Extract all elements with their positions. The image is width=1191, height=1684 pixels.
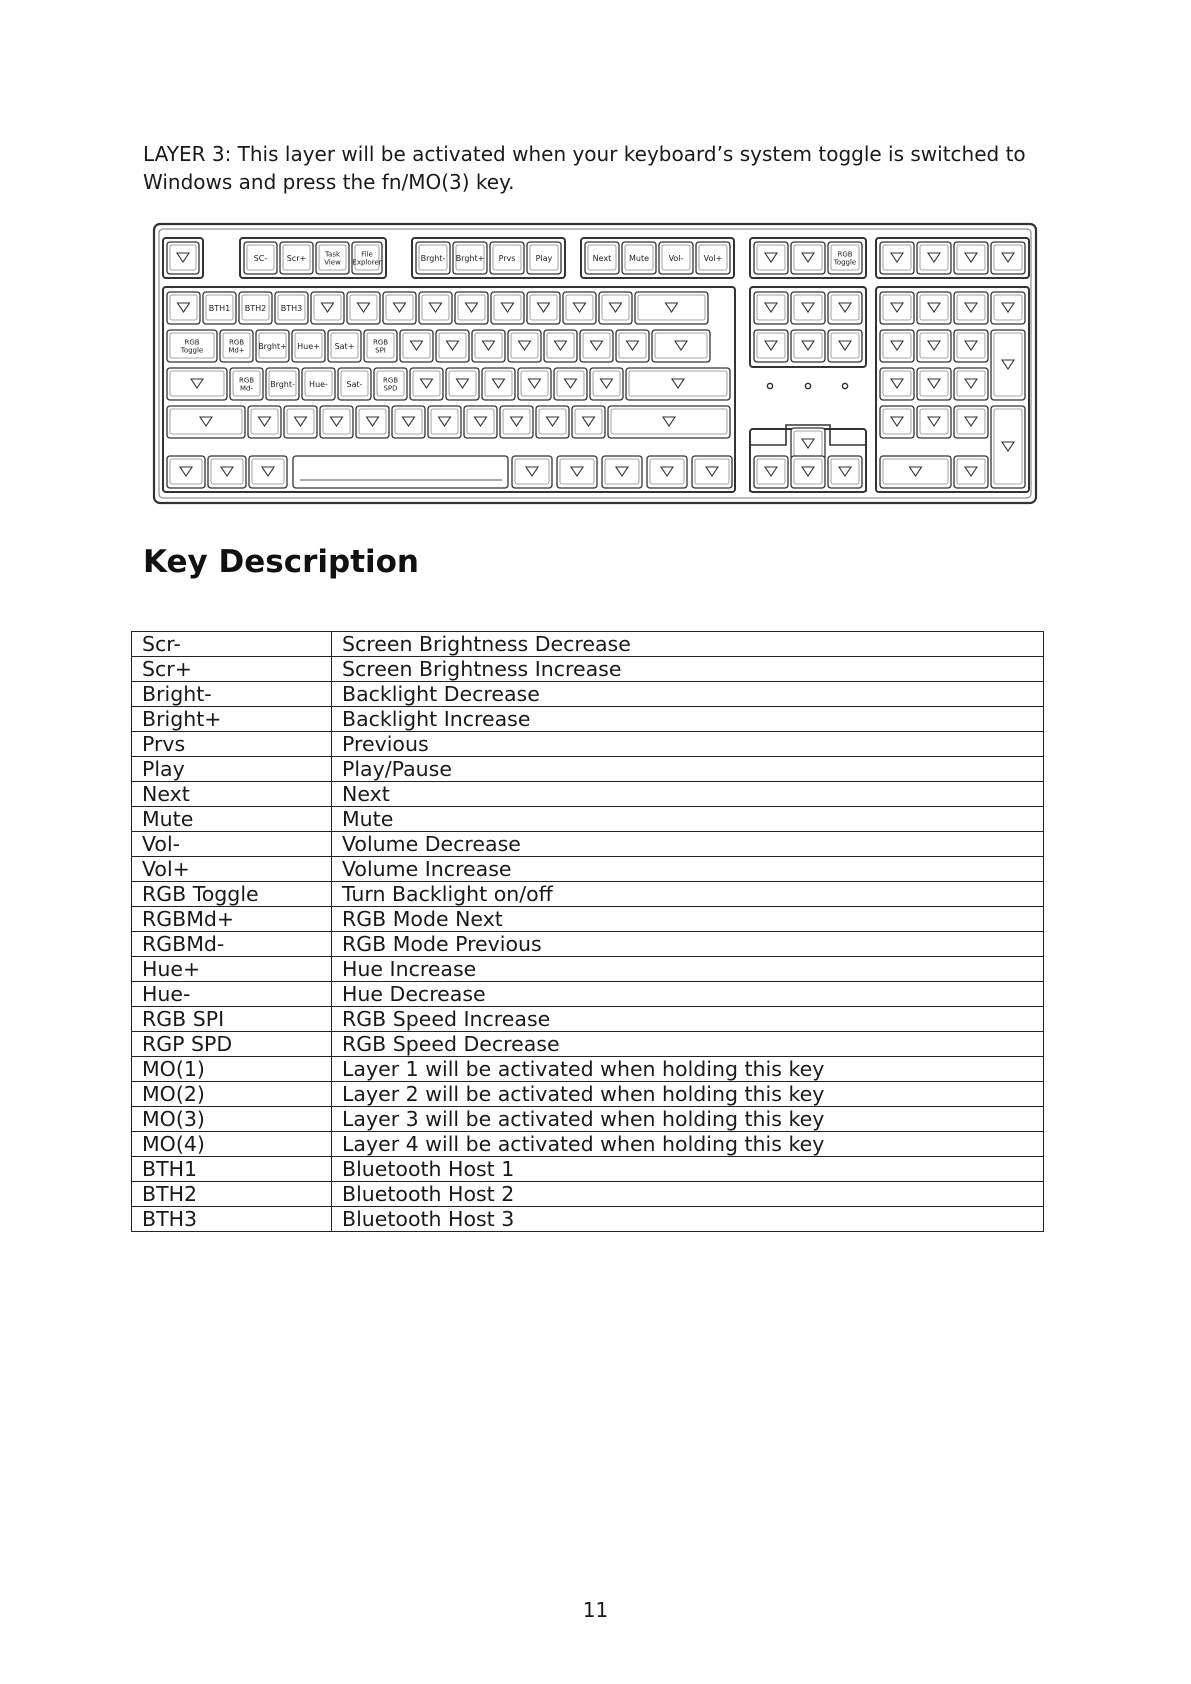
key-description-table [131,631,1044,1232]
keycap [536,406,569,438]
keycap-label: Toggle [180,346,204,355]
keycap [991,330,1025,400]
keycap [512,456,552,488]
keycap [954,330,988,362]
keycap [880,456,951,488]
keycap-label: Task [324,250,341,259]
keycap [167,292,200,324]
table-row [132,707,1044,732]
key-name-cell: MO(3) [132,1107,332,1132]
key-description-cell: Layer 4 will be activated when holding this key [332,1132,1044,1157]
table-row [132,907,1044,932]
keycap [400,330,433,362]
key-name-cell: Prvs [132,732,332,757]
keycap [284,406,317,438]
keycap-label: Prvs [498,253,516,263]
key-description-cell: Play/Pause [332,757,1044,782]
key-description-cell: Volume Decrease [332,832,1044,857]
keycap [991,406,1025,488]
keycap [917,330,951,362]
intro-paragraph: LAYER 3: This layer will be activated when your keyboard’s system toggle is switched to Windows and press the fn/MO(3) key. [143,142,1026,194]
keycap [356,406,389,438]
table-row [132,1032,1044,1057]
keycap [917,242,951,274]
key-description-cell: RGB Mode Next [332,907,1044,932]
keycap [392,406,425,438]
key-description-cell: Bluetooth Host 3 [332,1207,1044,1232]
key-name-cell: RGB Toggle [132,882,332,907]
table-row [132,832,1044,857]
keycap [167,368,227,400]
key-name-cell: Mute [132,807,332,832]
key-name-cell: RGB SPI [132,1007,332,1032]
key-description-cell: Screen Brightness Increase [332,657,1044,682]
keycap [572,406,605,438]
keycap [791,242,825,274]
key-description-cell: RGB Mode Previous [332,932,1044,957]
key-name-cell: RGP SPD [132,1032,332,1057]
keycap-label: Scr+ [286,253,307,263]
keycap [754,292,788,324]
table-row [132,657,1044,682]
keycap-label: Play [535,253,553,263]
keycap-label: Md+ [228,346,245,355]
key-description-cell: RGB Speed Increase [332,1007,1044,1032]
table-row [132,1207,1044,1232]
table-row [132,857,1044,882]
keycap-label: Sat- [346,379,363,389]
section-heading: Key Description [143,544,420,580]
keycap [580,330,613,362]
keycap [455,292,488,324]
keycap-label: Hue- [309,379,328,389]
keycap [208,456,246,488]
keycap [602,456,642,488]
keycap-label: Brght- [420,253,446,263]
key-name-cell: Play [132,757,332,782]
keycap [518,368,551,400]
keycap [880,368,914,400]
key-description-cell: Turn Backlight on/off [332,882,1044,907]
keycap [320,406,353,438]
key-description-cell: Next [332,782,1044,807]
keycap [880,292,914,324]
keycap [428,406,461,438]
table-row [132,732,1044,757]
key-description-cell: RGB Speed Decrease [332,1032,1044,1057]
key-name-cell: Next [132,782,332,807]
keycap-label: BTH2 [244,303,267,313]
keycap-label: Md- [239,384,254,393]
key-name-cell: Hue+ [132,957,332,982]
keycap [991,242,1025,274]
table-row [132,1057,1044,1082]
keycap [446,368,479,400]
keycap [917,368,951,400]
keycap [647,456,687,488]
key-name-cell: MO(1) [132,1057,332,1082]
keycap [347,292,380,324]
table-row [132,1082,1044,1107]
keycap [419,292,452,324]
keycap [791,292,825,324]
keycap [635,292,708,324]
key-description-cell: Backlight Increase [332,707,1044,732]
keycap-label: SPI [375,346,386,355]
keycap-label: Next [592,253,612,263]
keycap [828,330,862,362]
keycap [491,292,524,324]
keycap-label: Brght- [270,379,295,389]
keycap-label: Toggle [833,258,857,267]
keycap-label: BTH3 [280,303,303,313]
spacebar [293,456,508,488]
keycap-label: Mute [628,253,650,263]
keycap-label: SC- [253,253,268,263]
key-description-cell: Screen Brightness Decrease [332,632,1044,657]
page-number: 11 [582,1598,609,1622]
key-description-cell: Hue Increase [332,957,1044,982]
keycap [590,368,623,400]
keycap-label: Hue+ [297,341,320,351]
key-name-cell: Bright+ [132,707,332,732]
key-name-cell: RGBMd- [132,932,332,957]
keycap [508,330,541,362]
key-description-cell: Hue Decrease [332,982,1044,1007]
keycap [167,456,205,488]
keycap [410,368,443,400]
keycap [626,368,730,400]
keycap [754,242,788,274]
keyboard-layout-diagram [150,220,1040,510]
key-description-cell: Volume Increase [332,857,1044,882]
keycap [599,292,632,324]
keycap [248,406,281,438]
key-description-cell: Layer 2 will be activated when holding this key [332,1082,1044,1107]
key-name-cell: Scr- [132,632,332,657]
key-name-cell: Bright- [132,682,332,707]
keycap [167,406,245,438]
keycap [754,330,788,362]
keycap-label: File [361,250,373,259]
keycap [954,242,988,274]
table-row [132,782,1044,807]
table-row [132,882,1044,907]
key-description-cell: Bluetooth Host 1 [332,1157,1044,1182]
keycap [880,406,914,438]
table-row [132,1007,1044,1032]
keycap [954,406,988,438]
keycap-label: Vol- [668,253,684,263]
keycap [828,456,862,488]
keycap [954,456,988,488]
indicator-led [767,383,772,388]
table-row [132,957,1044,982]
keycap [616,330,649,362]
key-name-cell: MO(4) [132,1132,332,1157]
table-row [132,1107,1044,1132]
table-row [132,632,1044,657]
keycap [527,292,560,324]
key-description-cell: Layer 3 will be activated when holding this key [332,1107,1044,1132]
keycap [917,292,951,324]
table-row [132,682,1044,707]
keycap [954,368,988,400]
keycap-label: BTH1 [208,303,231,313]
table-row [132,1182,1044,1207]
keycap-label: SPD [383,384,398,393]
key-name-cell: Scr+ [132,657,332,682]
keycap-label: Brght+ [258,341,287,351]
keycap-label: View [324,258,341,267]
keycap [880,242,914,274]
keycap [652,330,710,362]
keycap [383,292,416,324]
key-description-cell: Layer 1 will be activated when holding this key [332,1057,1044,1082]
key-name-cell: BTH1 [132,1157,332,1182]
keycap-label: Vol+ [703,253,723,263]
keycap-label: RGB [228,338,245,347]
keycap [500,406,533,438]
keycap [311,292,344,324]
key-description-cell: Mute [332,807,1044,832]
key-description-cell: Bluetooth Host 2 [332,1182,1044,1207]
keycap [554,368,587,400]
keycap-label: Explorer [352,258,382,267]
keycap [464,406,497,438]
keycap-label: RGB [238,376,255,385]
indicator-led [842,383,847,388]
key-description-cell: Backlight Decrease [332,682,1044,707]
keycap [791,428,825,460]
indicator-led [805,383,810,388]
keycap [754,456,788,488]
table-row [132,757,1044,782]
key-name-cell: RGBMd+ [132,907,332,932]
keycap [472,330,505,362]
key-name-cell: BTH3 [132,1207,332,1232]
table-row [132,982,1044,1007]
keycap-label: RGB [837,250,853,259]
keycap [167,242,199,274]
keycap [544,330,577,362]
keycap-label: RGB [382,376,399,385]
keycap [880,330,914,362]
keycap [954,292,988,324]
table-row [132,1157,1044,1182]
keycap [482,368,515,400]
keycap [249,456,287,488]
table-row [132,1132,1044,1157]
key-description-cell: Previous [332,732,1044,757]
keycap [557,456,597,488]
table-row [132,932,1044,957]
keycap [563,292,596,324]
keycap [791,330,825,362]
key-name-cell: BTH2 [132,1182,332,1207]
keycap-label: Sat+ [334,341,355,351]
keycap [608,406,730,438]
keycap-label: RGB [184,338,200,347]
keycap [991,292,1025,324]
table-row [132,807,1044,832]
key-name-cell: Hue- [132,982,332,1007]
keycap [791,456,825,488]
keycap [917,406,951,438]
key-name-cell: Vol- [132,832,332,857]
key-name-cell: MO(2) [132,1082,332,1107]
keycap-label: RGB [372,338,389,347]
key-name-cell: Vol+ [132,857,332,882]
keycap [436,330,469,362]
keycap [692,456,732,488]
keycap-label: Brght+ [455,253,485,263]
keycap [828,292,862,324]
